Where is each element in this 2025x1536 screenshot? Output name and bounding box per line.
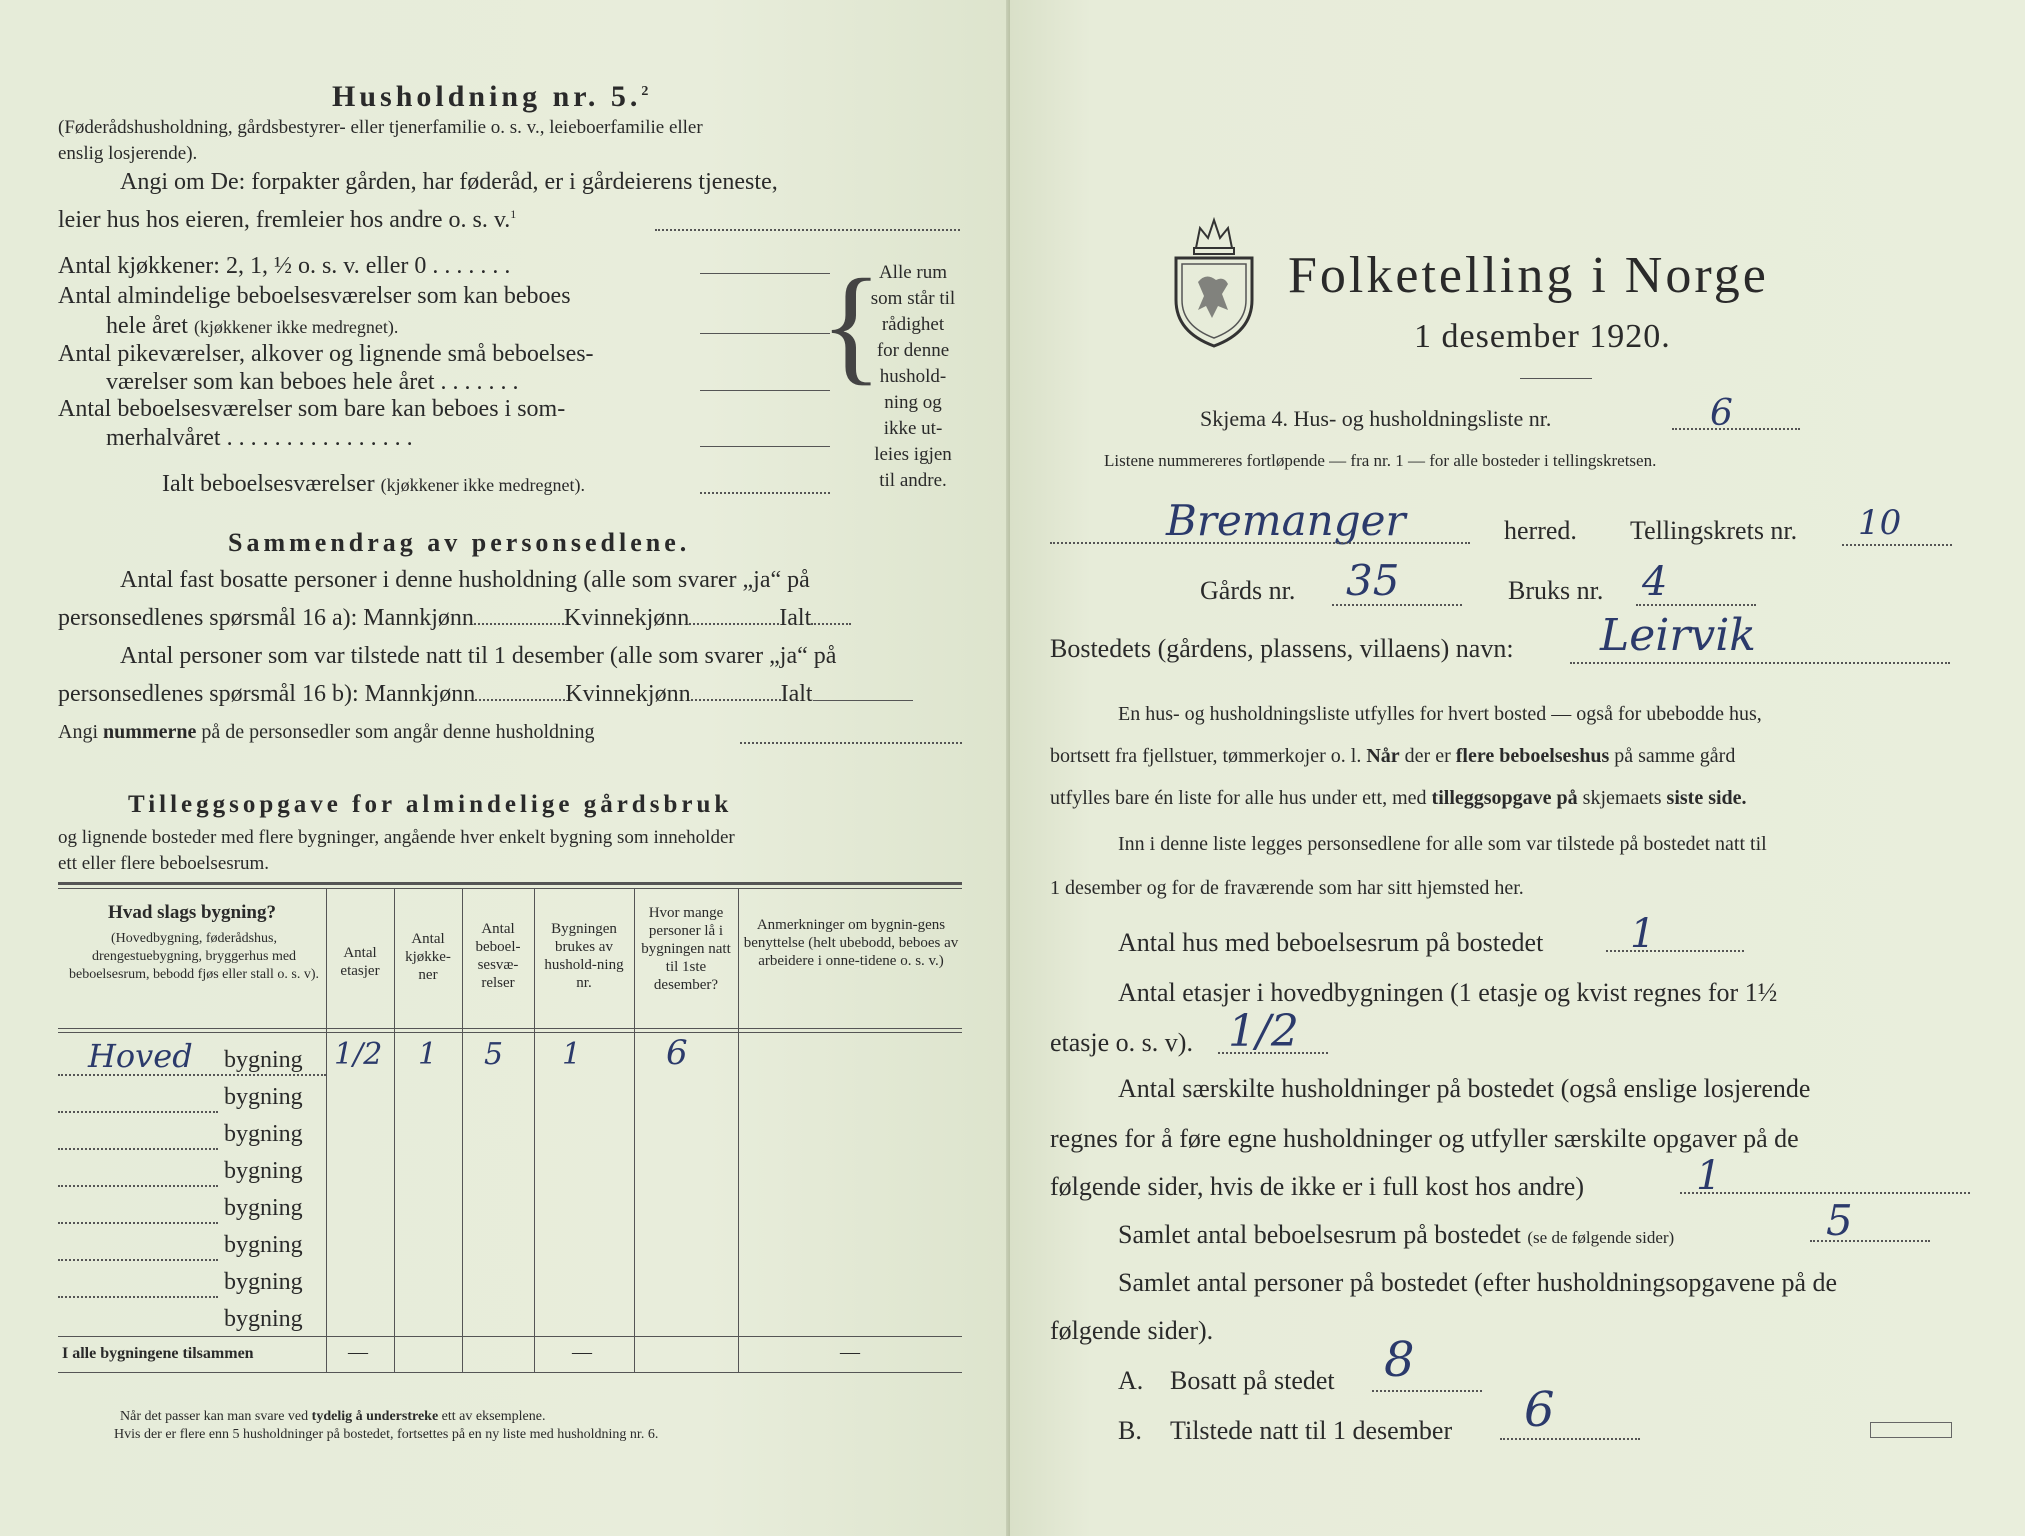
personer-value[interactable]: 6 — [666, 1033, 688, 1073]
kjokkener-answer-line[interactable] — [700, 273, 830, 274]
side-note-line: leies igjen — [874, 444, 952, 465]
bruks-label: Bruks nr. — [1508, 576, 1604, 605]
side-note-line: rådighet — [881, 314, 945, 335]
para1-line3: utfylles bare én liste for alle hus under ett, med tilleggsopgave på skjemaets siste side. — [1050, 787, 1747, 809]
tilstede-line — [1500, 1438, 1640, 1440]
skjema-number-line — [1672, 428, 1800, 430]
pike-line-2: værelser som kan beboes hele året . . . . . . . — [106, 369, 519, 395]
side-note-line: Alle rum — [878, 262, 948, 283]
samlet-rum-line — [1810, 1240, 1930, 1242]
alm-line-1: Antal almindelige beboelsesværelser som kan beboes — [58, 283, 571, 309]
summary-angi: Angi nummerne på de personsedler som angår denne husholdning — [58, 721, 595, 743]
krets-line — [1842, 544, 1952, 546]
alm-line-2: hele året (kjøkkener ikke medregnet). — [106, 313, 399, 339]
tilstede-letter: B. — [1118, 1416, 1142, 1445]
angi-answer-line[interactable] — [655, 229, 960, 231]
printer-stamp — [1870, 1422, 1952, 1438]
col-header-anmerkninger: Anmerkninger om bygnin-gens benyttelse (helt ubebodd, beboes av arbeidere i onne-tidene o. s. v.) — [743, 917, 959, 969]
hus-label: Antal hus med beboelsesrum på bostedet — [1118, 928, 1544, 957]
sommer-line-2: merhalvåret . . . . . . . . . . . . . . . . — [106, 425, 413, 451]
row-label: bygning — [224, 1047, 303, 1073]
census-title: Folketelling i Norge — [1288, 247, 1769, 304]
row-label: bygning — [224, 1158, 303, 1184]
skjema-label: Skjema 4. Hus- og husholdningsliste nr. — [1200, 406, 1552, 431]
ialt-answer-line[interactable] — [700, 492, 830, 494]
col-building-type-title: Hvad slags bygning? — [108, 902, 276, 923]
sar-line2: regnes for å føre egne husholdninger og utfyller særskilte opgaver på de — [1050, 1124, 1799, 1153]
right-page — [1010, 0, 2025, 1536]
etasjer-value[interactable]: 1/2 — [334, 1037, 383, 1072]
samlet-rum-value[interactable]: 5 — [1826, 1196, 1853, 1245]
col-header-personer: Hvor mange personer lå i bygningen natt til 1ste desember? — [641, 905, 731, 993]
summary-p1-line2: personsedlenes spørsmål 16 a): Mannkjønn Kvinnekjønn Ialt — [58, 606, 851, 630]
row-label: bygning — [224, 1121, 303, 1147]
brace-icon: { — [820, 253, 883, 397]
husholdning-value[interactable]: 1 — [562, 1037, 582, 1072]
gards-line — [1332, 604, 1462, 606]
col-header-husholdning: Bygningen brukes av hushold-ning nr. — [544, 921, 624, 991]
side-note-line: til andre. — [879, 470, 947, 491]
bosatt-line — [1372, 1390, 1482, 1392]
etasjer-line1: Antal etasjer i hovedbygningen (1 etasje og kvist regnes for 1½ — [1118, 978, 1778, 1007]
herred-value[interactable]: Bremanger — [1166, 496, 1406, 545]
side-note-line: ning og — [884, 392, 942, 413]
side-note-line: ikke ut- — [883, 418, 943, 439]
col-header-etasjer: Antal etasjer — [340, 945, 380, 979]
vaerelser-value[interactable]: 5 — [484, 1037, 504, 1072]
angi-line-2: leier hus hos eieren, fremleier hos andre o. s. v.$^1$ — [58, 207, 517, 233]
summary-heading: Sammendrag av personsedlene. — [228, 528, 691, 557]
bosted-label: Bostedets (gårdens, plassens, villaens) navn: — [1050, 634, 1514, 663]
pike-answer-line[interactable] — [700, 390, 830, 391]
pike-line-1: Antal pikeværelser, alkover og lignende små beboelses- — [58, 341, 594, 367]
household-title: Husholdning nr. 5.$^2$ — [332, 80, 653, 113]
krets-value[interactable]: 10 — [1858, 503, 1902, 543]
row-label: bygning — [224, 1306, 303, 1332]
total-dash: — — [572, 1341, 592, 1363]
tilstede-label: Tilstede natt til 1 desember — [1170, 1416, 1453, 1445]
para2-line1: Inn i denne liste legges personsedlene for alle som var tilstede på bostedet natt til — [1118, 833, 1767, 855]
col-building-type-note: (Hovedbygning, føderådshus, drengestuebygning, bryggerhus med beboelsesrum, bebodd fjøs eller stall o. s. v). — [68, 931, 319, 982]
tillegg-line2: ett eller flere beboelsesrum. — [58, 853, 270, 874]
sar-line1: Antal særskilte husholdninger på bostedet (også enslige losjerende — [1118, 1074, 1811, 1103]
total-label: I alle bygningene tilsammen — [62, 1345, 254, 1362]
side-note — [858, 260, 968, 494]
samlet-rum-label: Samlet antal beboelsesrum på bostedet (se de følgende sider) — [1118, 1220, 1675, 1249]
kjokkener-label: Antal kjøkkener: 2, 1, ½ o. s. v. eller 0 . . . . . . . — [58, 253, 511, 279]
skjema-number[interactable]: 6 — [1710, 393, 1733, 434]
gards-label: Gårds nr. — [1200, 576, 1296, 605]
tillegg-line1: og lignende bosteder med flere bygninger, angående hver enkelt bygning som inneholder — [58, 827, 735, 848]
herred-label: herred. — [1504, 516, 1577, 545]
ialt-label: Ialt beboelsesværelser (kjøkkener ikke medregnet). — [162, 471, 586, 497]
etasjer-line2: etasje o. s. v). — [1050, 1028, 1193, 1057]
tillegg-heading: Tilleggsopgave for almindelige gårdsbruk — [128, 791, 733, 818]
sommer-line-1: Antal beboelsesværelser som bare kan beboes i som- — [58, 396, 566, 422]
alm-answer-line[interactable] — [700, 333, 830, 334]
para1-line1: En hus- og husholdningsliste utfylles for hvert bosted — også for ubebodde hus, — [1118, 703, 1762, 725]
summary-p1-line1: Antal fast bosatte personer i denne husholdning (alle som svarer „ja“ på — [120, 567, 810, 593]
row-label: bygning — [224, 1084, 303, 1110]
side-note-line: hushold- — [879, 366, 947, 387]
col-header-vaerelser: Antal beboel-sesvæ-relser — [475, 921, 521, 991]
listene-note: Listene nummereres fortløpende — fra nr. 1 — for alle bosteder i tellingskretsen. — [1104, 451, 1657, 470]
bosatt-value[interactable]: 8 — [1384, 1332, 1415, 1388]
bruks-value[interactable]: 4 — [1642, 559, 1668, 605]
para2-line2: 1 desember og for de fraværende som har sitt hjemsted her. — [1050, 877, 1524, 899]
footnote-1: Når det passer kan man svare ved tydelig å understreke ett av eksemplene. — [120, 1409, 546, 1424]
bosted-line — [1570, 662, 1950, 664]
hus-line — [1606, 950, 1744, 952]
bosatt-label: Bosatt på stedet — [1170, 1366, 1335, 1395]
footnote-2: Hvis der er flere enn 5 husholdninger på bostedet, fortsettes på en ny liste med husholdning nr. 6. — [114, 1427, 659, 1442]
building-type-handwritten[interactable]: Hoved — [88, 1037, 193, 1075]
coat-of-arms-icon — [1168, 210, 1260, 350]
sar-line3: følgende sider, hvis de ikke er i full kost hos andre) — [1050, 1172, 1584, 1201]
etasjer-line — [1218, 1052, 1328, 1054]
intro-line-1: (Føderådshusholdning, gårdsbestyrer- eller tjenerfamilie o. s. v., leieboerfamilie eller — [58, 117, 703, 138]
etasjer-value[interactable]: 1/2 — [1228, 1006, 1299, 1057]
left-page — [0, 0, 1010, 1536]
intro-line-2: enslig losjerende). — [58, 143, 198, 164]
bosted-value[interactable]: Leirvik — [1600, 610, 1756, 661]
kjokkener-value[interactable]: 1 — [418, 1037, 438, 1072]
total-dash: — — [348, 1341, 368, 1363]
bruks-line — [1636, 604, 1756, 606]
gards-value[interactable]: 35 — [1346, 556, 1400, 605]
herred-line — [1050, 542, 1470, 544]
census-date: 1 desember 1920. — [1414, 318, 1671, 355]
bosatt-letter: A. — [1118, 1366, 1144, 1395]
title-divider — [1520, 378, 1592, 379]
para1-line2: bortsett fra fjellstuer, tømmerkojer o. l. Når der er flere beboelseshus på samme gård — [1050, 745, 1736, 767]
sar-line — [1680, 1192, 1970, 1194]
row-label: bygning — [224, 1269, 303, 1295]
side-note-line: som står til — [870, 288, 956, 309]
summary-p2-line2: personsedlenes spørsmål 16 b): Mannkjønn Kvinnekjønn Ialt — [58, 682, 913, 706]
row-label: bygning — [224, 1195, 303, 1221]
sommer-answer-line[interactable] — [700, 446, 830, 447]
row-label: bygning — [224, 1232, 303, 1258]
samlet-pers-line2: følgende sider). — [1050, 1316, 1214, 1345]
total-dash: — — [840, 1341, 860, 1363]
side-note-line: for denne — [876, 340, 950, 361]
angi-nummerne-line[interactable] — [740, 742, 962, 744]
tilstede-value[interactable]: 6 — [1524, 1382, 1555, 1438]
angi-line-1: Angi om De: forpakter gården, har føderåd, er i gårdeierens tjeneste, — [120, 169, 778, 195]
sar-value[interactable]: 1 — [1696, 1153, 1722, 1199]
col-header-kjokkener: Antal kjøkke-ner — [405, 931, 451, 983]
summary-p2-line1: Antal personer som var tilstede natt til 1 desember (alle som svarer „ja“ på — [120, 643, 837, 669]
samlet-pers-line1: Samlet antal personer på bostedet (efter husholdningsopgavene på de — [1118, 1268, 1838, 1297]
krets-label: Tellingskrets nr. — [1630, 516, 1798, 545]
hus-value[interactable]: 1 — [1630, 911, 1656, 957]
